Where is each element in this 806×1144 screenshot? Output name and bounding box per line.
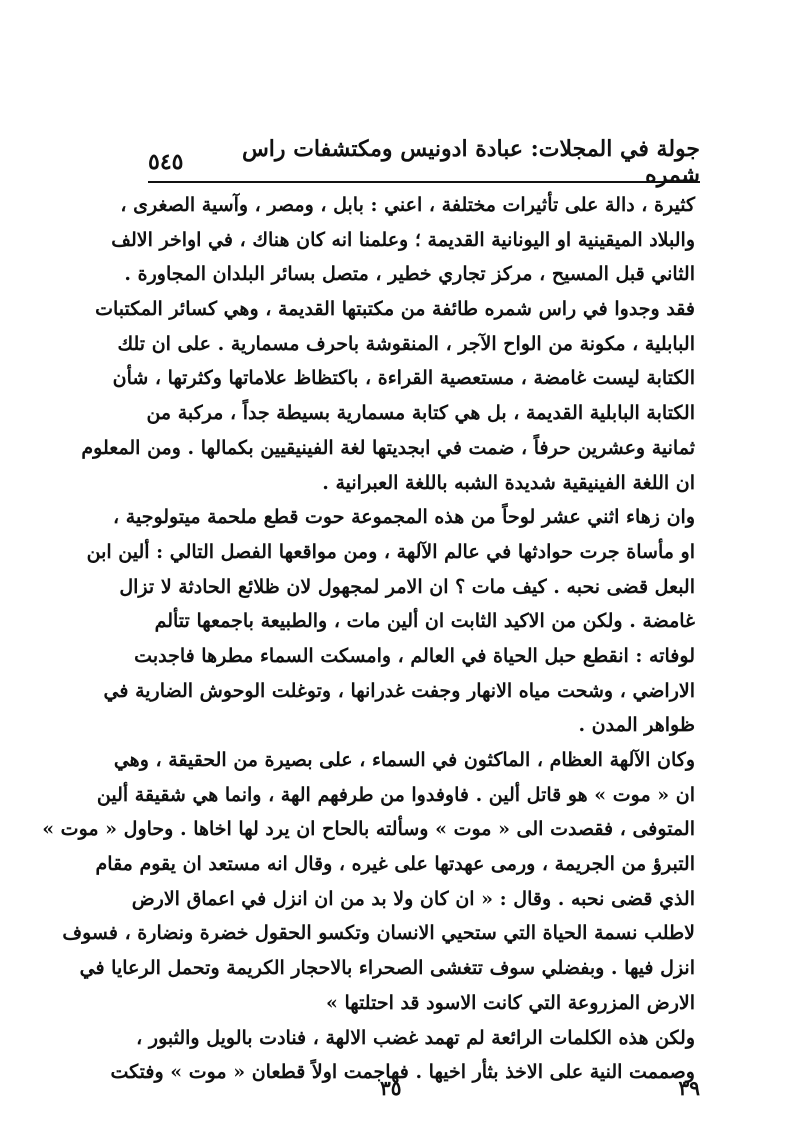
text-line: الاراضي ، وشحت مياه الانهار وجفت غدرانها ، وتوغلت الوحوش الضارية في [103, 679, 695, 702]
text-line: وان زهاء اثني عشر لوحاً من هذه المجموعة حوت قطع ملحمة ميتولوجية ، [113, 506, 695, 529]
text-line: الثاني قبل المسيح ، مركز تجاري خطير ، متصل بسائر البلدان المجاورة . [124, 263, 695, 286]
text-line: الذي قضى نحبه . وقال : « ان كان ولا بد من ان انزل في اعماق الارض [131, 887, 695, 910]
text-line: والبلاد الميقينية او اليونانية القديمة ؛ وعلمنا انه كان هناك ، في اواخر الالف [111, 228, 695, 251]
text-line: التبرؤ من الجريمة ، ورمى عهدتها على غيره ، وقال انه مستعد ان يقوم مقام [95, 853, 695, 876]
page-number: ٥٤٥ [148, 149, 184, 175]
text-line: ظواهر المدن . [578, 714, 695, 737]
text-line: ولكن هذه الكلمات الرائعة لم تهمد غضب الالهة ، فنادت بالويل والثبور ، [136, 1026, 695, 1049]
text-line: ثمانية وعشرين حرفاً ، ضمت في ابجديتها لغة الفينيقيين بكمالها . ومن المعلوم [81, 436, 695, 459]
text-line: الكتابة البابلية القديمة ، بل هي كتابة مسمارية بسيطة جداً ، مركبة من [146, 402, 695, 425]
page-footer [380, 1076, 700, 1106]
text-line: البابلية ، مكونة من الواح الآجر ، المنقوشة باحرف مسمارية . على ان تلك [117, 332, 695, 355]
text-line: لاطلب نسمة الحياة التي ستحيي الانسان وتكسو الحقول خضرة ونضارة ، فسوف [62, 922, 695, 945]
text-line: الارض المزروعة التي كانت الاسود قد احتلتها » [326, 991, 695, 1014]
text-line: لوفاته : انقطع حبل الحياة في العالم ، وامسكت السماء مطرها فاجدبت [134, 644, 695, 667]
text-line: او مأساة جرت حوادثها في عالم الآلهة ، ومن مواقعها الفصل التالي : ألين ابن [86, 540, 695, 563]
text-line: الكتابة ليست غامضة ، مستعصية القراءة ، باكتظاظ علاماتها وكثرتها ، شأن [112, 367, 695, 390]
text-line: ان « موت » هو قاتل ألين . فاوفدوا من طرفهم الهة ، وانما هي شقيقة ألين [96, 783, 695, 806]
header-rule [148, 181, 700, 183]
text-line: ان اللغة الفينيقية شديدة الشبه باللغة العبرانية . [322, 471, 695, 494]
text-line: البعل قضى نحبه . كيف مات ؟ ان الامر لمجهول لان ظلائع الحادثة لا تزال [119, 575, 695, 598]
article-body [42, 188, 695, 1090]
text-line: غامضة . ولكن من الاكيد الثابت ان ألين مات ، والطبيعة باجمعها تتألم [154, 610, 695, 633]
sheet-number: ٣٥ [380, 1076, 402, 1100]
text-line: وكان الآلهة العظام ، الماكثون في السماء ، على بصيرة من الحقيقة ، وهي [113, 749, 695, 771]
text-line: انزل فيها . وبفضلي سوف تتغشى الصحراء بالاحجار الكريمة وتحمل الرعايا في [79, 957, 695, 980]
text-line: فقد وجدوا في راس شمره طائفة من مكتبتها القديمة ، وهي كسائر المكتبات [95, 298, 695, 321]
signature-mark: ٣٩ [678, 1076, 700, 1100]
header-title: جولة في المجلات: عبادة ادونيس ومكتشفات راس شمره [241, 136, 700, 188]
text-line: وصممت النية على الاخذ بثأر اخيها . فهاجمت اولاً قطعان « موت » وفتكت [110, 1061, 695, 1084]
text-line: كثيرة ، دالة على تأثيرات مختلفة ، اعني : بابل ، ومصر ، وآسية الصغرى ، [120, 194, 695, 216]
running-header [148, 136, 700, 188]
text-line: المتوفى ، فقصدت الى « موت » وسألته بالحاح ان يرد لها اخاها . وحاول « موت » [42, 818, 695, 841]
